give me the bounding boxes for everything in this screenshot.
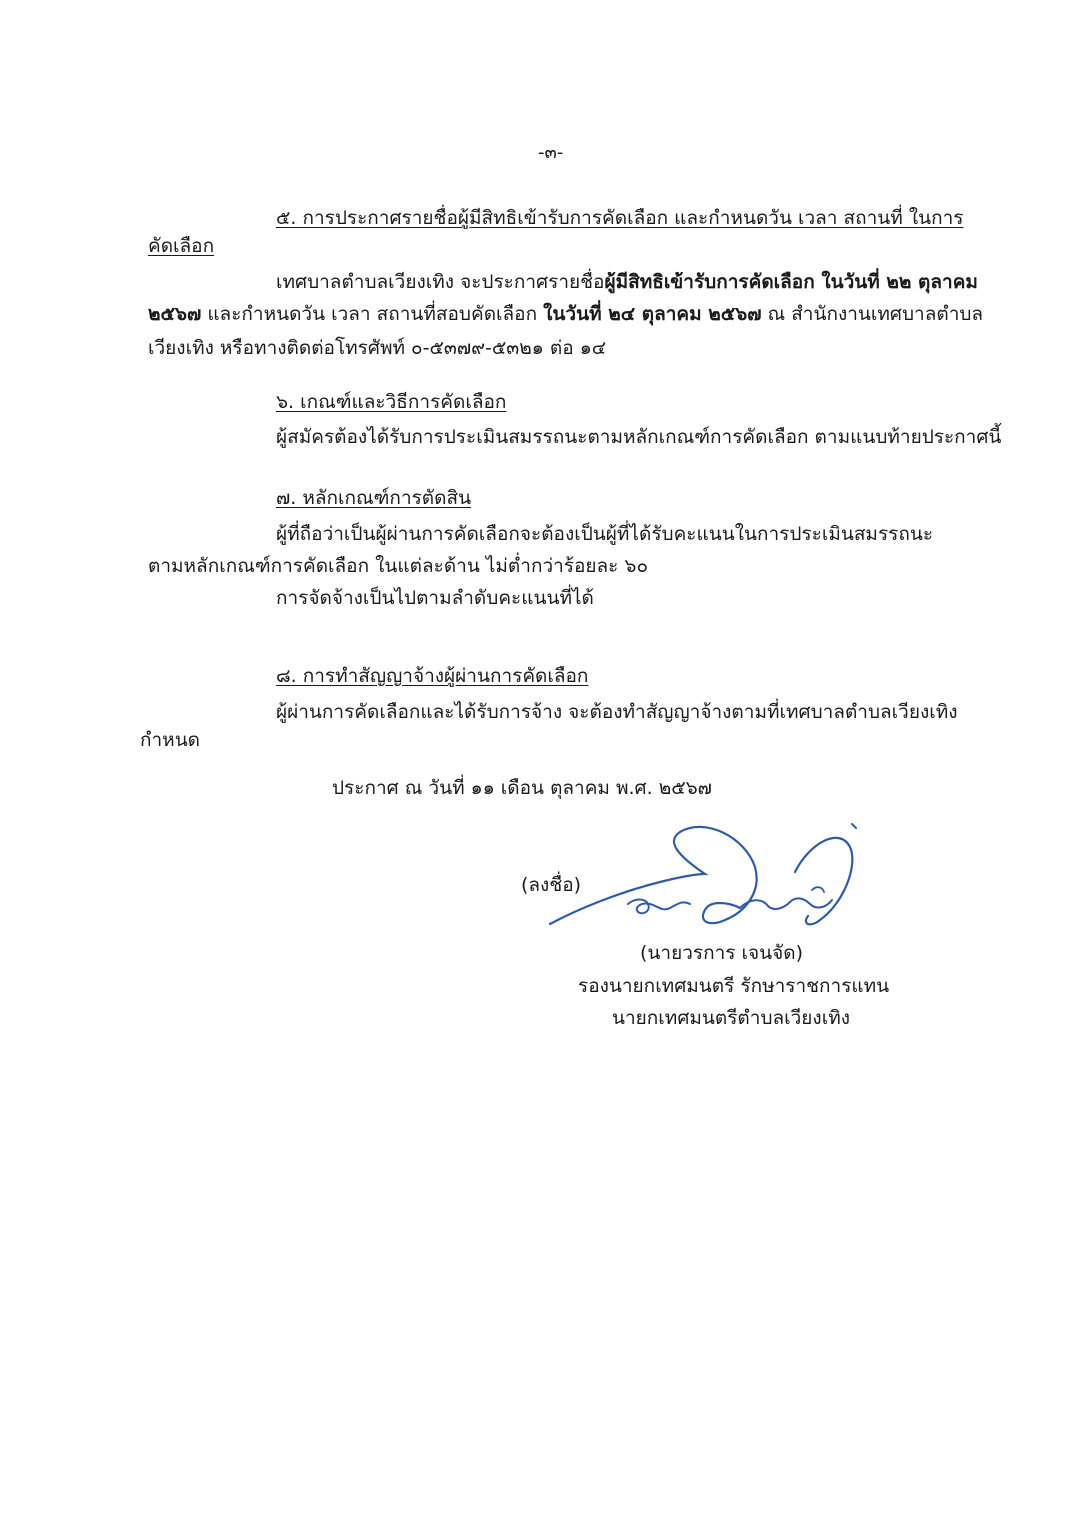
section6-body: ผู้สมัครต้องได้รับการประเมินสมรรถนะตามหลักเกณฑ์การคัดเลือก ตามแนบท้ายประกาศนี้ [276,426,1002,448]
page-number: -๓- [538,142,564,163]
section5-location: ณ สำนักงานเทศบาลตำบล [767,303,984,325]
section8-line2: กำหนด [140,729,201,751]
handwritten-signature [540,812,880,942]
section7-heading: ๗. หลักเกณฑ์การตัดสิน [276,487,472,509]
sign-label: (ลงชื่อ) [521,874,582,896]
section6-heading: ๖. เกณฑ์และวิธีการคัดเลือก [276,391,507,413]
section5-paragraph-line1 [276,269,978,295]
section5-heading: ๕. การประกาศรายชื่อผู้มีสิทธิเข้ารับการคัดเลือก และกำหนดวัน เวลา สถานที่ ในการ [276,207,964,229]
section5-text: เทศบาลตำบลเวียงเทิง จะประกาศรายชื่อ [276,271,605,293]
signer-title-2: นายกเทศมนตรีตำบลเวียงเทิง [612,1007,851,1029]
signer-name: (นายวรการ เจนจัด) [640,942,803,964]
section5-text-2: และกำหนดวัน เวลา สถานที่สอบคัดเลือก [207,303,538,325]
signer-title-1: รองนายกเทศมนตรี รักษาราชการแทน [578,975,890,997]
section5-emphasis: ผู้มีสิทธิเข้ารับการคัดเลือก ในวันที่ ๒๒ ตุลาคม [604,271,978,293]
section5-heading-cont: คัดเลือก [148,235,215,257]
section8-heading: ๘. การทำสัญญาจ้างผู้ผ่านการคัดเลือก [276,665,589,687]
section7-line3: การจัดจ้างเป็นไปตามลำดับคะแนนที่ได้ [276,587,594,609]
announcement-date: ประกาศ ณ วันที่ ๑๑ เดือน ตุลาคม พ.ศ. ๒๕๖๗ [332,777,712,799]
section7-line2: ตามหลักเกณฑ์การคัดเลือก ในแต่ละด้าน ไม่ต่ำกว่าร้อยละ ๖๐ [148,555,649,577]
section5-year: ๒๕๖๗ [148,303,202,325]
section5-exam-date: ในวันที่ ๒๔ ตุลาคม ๒๕๖๗ [543,303,762,325]
section7-line1: ผู้ที่ถือว่าเป็นผู้ผ่านการคัดเลือกจะต้องเป็นผู้ที่ได้รับคะแนนในการประเมินสมรรถนะ [276,523,934,545]
section8-line1: ผู้ผ่านการคัดเลือกและได้รับการจ้าง จะต้องทำสัญญาจ้างตามที่เทศบาลตำบลเวียงเทิง [276,701,958,723]
section5-paragraph-line3: เวียงเทิง หรือทางติดต่อโทรศัพท์ ๐-๕๓๗๙-๕๓๒๑ ต่อ ๑๔ [148,337,607,359]
section5-paragraph-line2 [148,301,983,327]
